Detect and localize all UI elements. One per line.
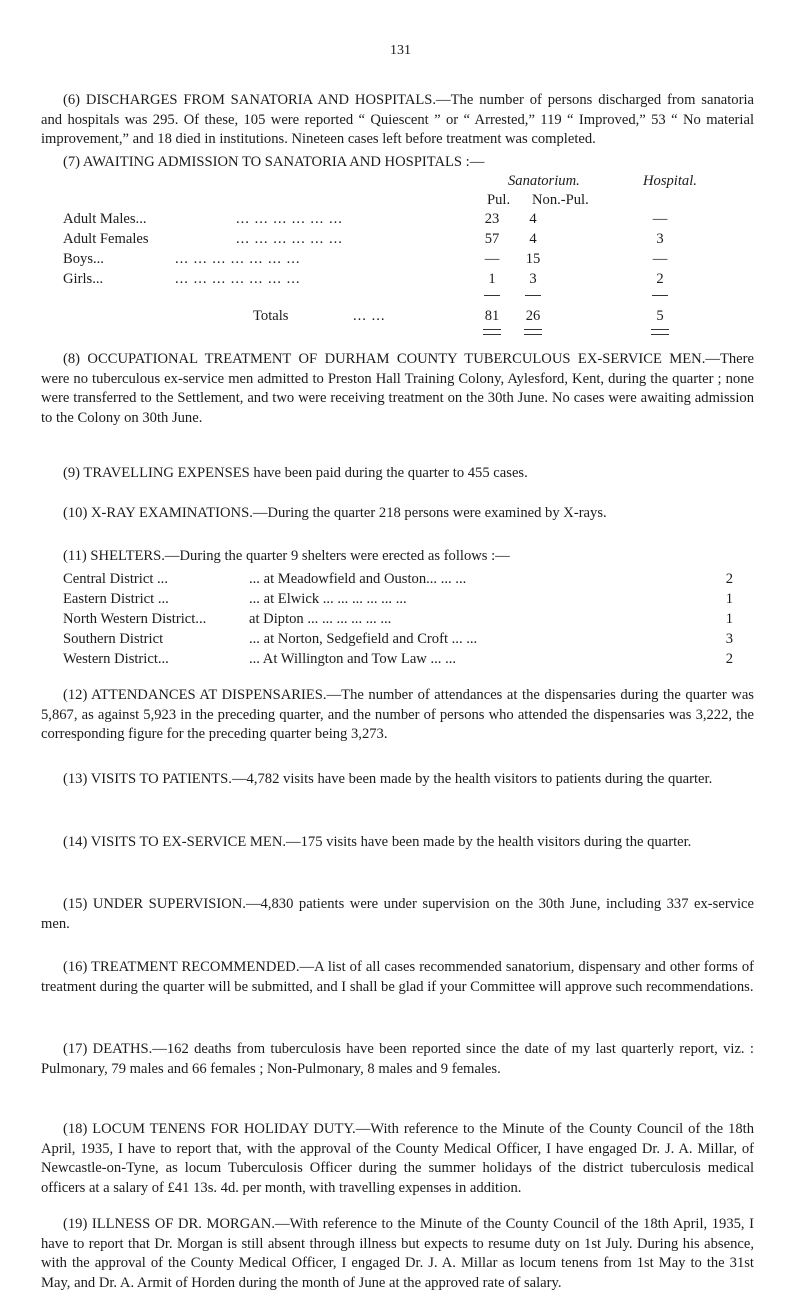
row-leader-dots: ... ... ... ... ... ...	[236, 211, 343, 227]
cell-non-pul: 4	[529, 231, 537, 247]
cell-pul: 23	[484, 211, 500, 227]
total-pul: 81	[484, 308, 500, 324]
header-sanatorium: Sanatorium.	[508, 173, 580, 189]
section-9-heading: (9) TRAVELLING EXPENSES	[63, 465, 250, 481]
section-17-heading: (17) DEATHS.	[63, 1041, 153, 1057]
cell-non-pul: 4	[529, 211, 537, 227]
double-rule	[651, 329, 669, 335]
section-15-supervision	[41, 895, 754, 934]
shelter-place: at Dipton ... ... ... ... ... ...	[249, 611, 392, 627]
section-17-text: —162 deaths from tuberculosis have been reported since the date of my last quarterly report, viz. : Pulmonary, 79 males and 66 females ; Non-Pulmonary, 8 males and 9 females.	[41, 1041, 754, 1077]
shelter-district: Eastern District ...	[63, 591, 169, 607]
section-18-heading: (18) LOCUM TENENS FOR HOLIDAY DUTY.	[63, 1121, 356, 1137]
list-item	[63, 570, 753, 590]
section-18-locum	[41, 1120, 754, 1198]
row-label: Boys...	[63, 251, 104, 267]
section-8-occupational-treatment	[41, 350, 754, 428]
section-9-travelling-expenses	[41, 464, 754, 484]
section-13-heading: (13) VISITS TO PATIENTS.	[63, 771, 232, 787]
section-11-heading: (11) SHELTERS.	[63, 548, 165, 564]
shelter-count: 2	[725, 571, 733, 587]
section-6-text: —The number of persons discharged from sanatoria and hospitals was 295. Of these, 105 were reported “ Quiescent ” or “ Arrested,” 119 “ Improved,” 53 “ No material improvement,” and 18 died in institutions. Nineteen cases left before treatment was completed.	[41, 92, 754, 148]
section-11-text: —During the quarter 9 shelters were erected as follows :—	[164, 548, 510, 564]
cell-hospital: 2	[656, 271, 664, 287]
row-leader-dots: ... ... ... ... ... ... ...	[175, 271, 301, 287]
list-item	[63, 610, 753, 630]
section-6-heading: (6) DISCHARGES FROM SANATORIA AND HOSPITALS.	[63, 92, 437, 108]
separator-line	[525, 295, 541, 296]
section-19-heading: (19) ILLNESS OF DR. MORGAN.	[63, 1216, 275, 1232]
row-label: Adult Females	[63, 231, 149, 247]
cell-non-pul: 15	[525, 251, 541, 267]
cell-pul: 1	[488, 271, 496, 287]
section-8-heading: (8) OCCUPATIONAL TREATMENT OF DURHAM COUNTY TUBERCULOUS EX-SERVICE MEN.	[63, 351, 706, 367]
section-15-heading: (15) UNDER SUPERVISION.	[63, 896, 246, 912]
section-19-illness	[41, 1215, 754, 1293]
cell-hospital: —	[652, 251, 668, 267]
totals-label: Totals	[253, 308, 289, 324]
section-16-treatment	[41, 958, 754, 997]
section-16-heading: (16) TREATMENT RECOMMENDED.	[63, 959, 300, 975]
double-rule	[483, 329, 501, 335]
awaiting-admission-table	[63, 172, 763, 322]
shelter-place: ... At Willington and Tow Law ... ...	[249, 651, 457, 667]
section-17-deaths	[41, 1040, 754, 1079]
subheader-non-pul: Non.-Pul.	[532, 192, 589, 208]
section-12-text: —The number of attendances at the dispensaries during the quarter was 5,867, as against 5,923 in the preceding quarter, and the number of persons who attended the dispensaries was 3,222, the corresponding figure for the preceding quarter being 3,273.	[41, 687, 754, 743]
shelter-count: 1	[725, 611, 733, 627]
page-number: 131	[390, 43, 411, 58]
shelter-district: Southern District	[63, 631, 164, 647]
cell-pul: 57	[484, 231, 500, 247]
section-13-text: —4,782 visits have been made by the health visitors to patients during the quarter.	[231, 771, 713, 787]
list-item	[63, 630, 753, 650]
section-14-text: —175 visits have been made by the health visitors during the quarter.	[286, 834, 692, 850]
shelter-count: 1	[725, 591, 733, 607]
shelter-district: Western District...	[63, 651, 169, 667]
row-label: Girls...	[63, 271, 104, 287]
total-non-pul: 26	[525, 308, 541, 324]
separator-line	[484, 295, 500, 296]
section-9-text: have been paid during the quarter to 455 cases.	[249, 465, 528, 481]
separator-line	[652, 295, 668, 296]
row-leader-dots: ... ... ... ... ... ... ...	[175, 251, 301, 267]
section-18-text: —With reference to the Minute of the County Council of the 18th April, 1935, I have to report that, with the approval of the County Medical Officer, I have engaged Dr. J. A. Millar, of Newcastle-on-Tyne, as locum Tuberculosis Officer during the summer holidays of the district tuberculosis medical officers at a salary of £41 13s. 4d. per month, with travelling expenses in addition.	[41, 1121, 754, 1196]
section-10-x-ray	[41, 504, 754, 524]
section-12-heading: (12) ATTENDANCES AT DISPENSARIES.	[63, 687, 327, 703]
cell-non-pul: 3	[529, 271, 537, 287]
shelter-place: ... at Meadowfield and Ouston... ... ...	[249, 571, 467, 587]
cell-hospital: 3	[656, 231, 664, 247]
shelter-place: ... at Elwick ... ... ... ... ... ...	[249, 591, 407, 607]
double-rule	[524, 329, 542, 335]
section-15-text: —4,830 patients were under supervision on the 30th June, including 337 ex-service men.	[41, 896, 754, 932]
section-8-text: —There were no tuberculous ex-service men admitted to Preston Hall Training Colony, Aylesford, Kent, during the quarter ; none were transferred to the Settlement, and two were receiving treatment on the 30th June. No cases were awaiting admission to the Colony on 30th June.	[41, 351, 754, 426]
shelter-place: ... at Norton, Sedgefield and Croft ... ...	[249, 631, 478, 647]
section-7-heading: (7) AWAITING ADMISSION TO SANATORIA AND HOSPITALS :—	[63, 154, 485, 170]
total-hospital: 5	[656, 308, 664, 324]
section-13-visits-patients	[41, 770, 754, 790]
header-hospital: Hospital.	[643, 173, 697, 189]
section-10-heading: (10) X-RAY EXAMINATIONS.	[63, 505, 253, 521]
section-6-discharges	[41, 91, 754, 150]
subheader-pul: Pul.	[487, 192, 511, 208]
section-11-shelters	[41, 547, 754, 567]
shelter-count: 2	[725, 651, 733, 667]
section-12-dispensaries	[41, 686, 754, 745]
section-14-heading: (14) VISITS TO EX-SERVICE MEN.	[63, 834, 287, 850]
cell-pul: —	[484, 251, 500, 267]
cell-hospital: —	[652, 211, 668, 227]
section-10-text: —During the quarter 218 persons were examined by X-rays.	[252, 505, 607, 521]
row-label: Adult Males...	[63, 211, 147, 227]
row-leader-dots: ... ... ... ... ... ...	[236, 231, 343, 247]
section-14-visits-ex-service	[41, 833, 754, 853]
shelter-count: 3	[725, 631, 733, 647]
list-item	[63, 590, 753, 610]
shelter-district: Central District ...	[63, 571, 168, 587]
section-16-text: —A list of all cases recommended sanatorium, dispensary and other forms of treatment during the quarter will be submitted, and I shall be glad if your Committee will approve such recommendations.	[41, 959, 755, 995]
section-19-text: —With reference to the Minute of the County Council of the 18th April, 1935, I have to report that Dr. Morgan is still absent through illness but expects to resume duty on 1st July. During his absence, with the approval of the County Medical Officer, I engaged Dr. J. A. Millar as locum tenens from 1st May to the 31st May, and Dr. A. Armit of Horden during the month of June at the approved rate of salary.	[41, 1216, 754, 1291]
totals-leader-dots: ... ...	[353, 308, 386, 324]
shelter-district: North Western District...	[63, 611, 207, 627]
list-item	[63, 650, 753, 670]
